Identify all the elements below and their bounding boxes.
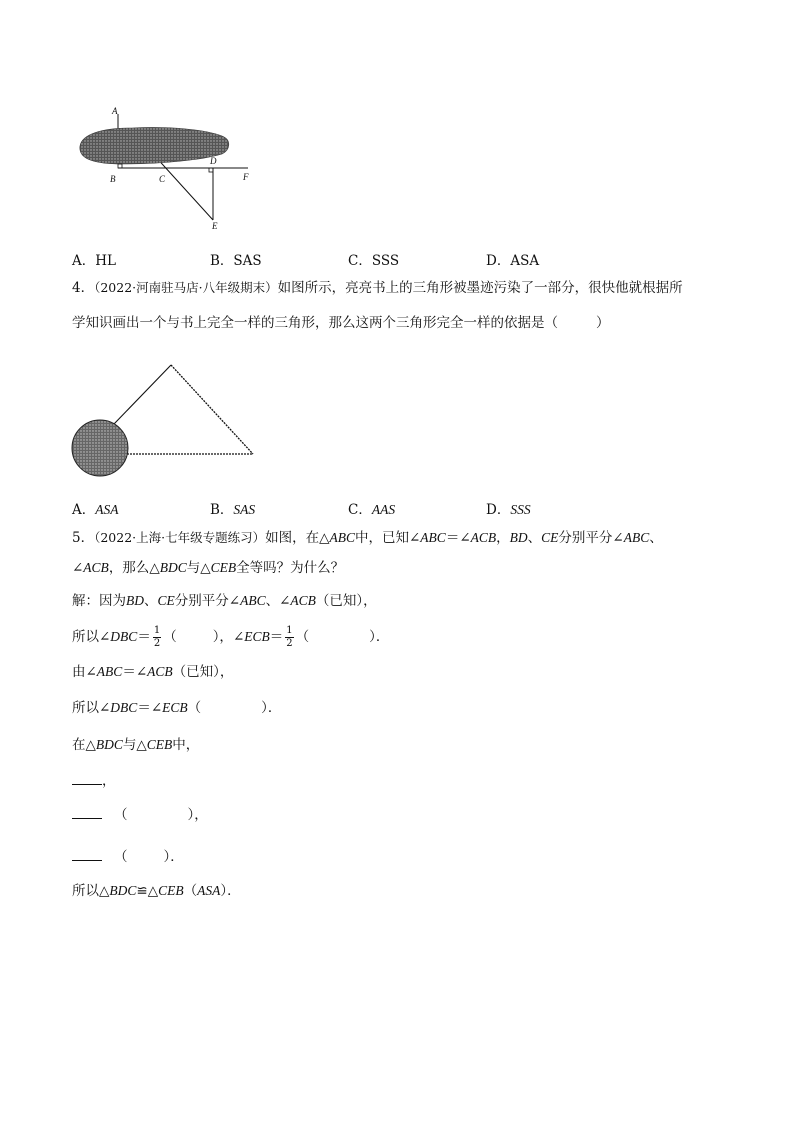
q3-label-C: C	[159, 174, 166, 184]
q3-label-F: F	[243, 172, 249, 182]
q5-solution-line6: ，	[72, 772, 116, 789]
q3-option-d[interactable]: D．ASA	[486, 253, 540, 269]
q5-solution-line8: （ ）．	[72, 848, 184, 865]
fill-blank-1[interactable]	[72, 772, 102, 785]
q5-stem-line1: 5．（2022·上海·七年级专题练习）如图，在△ABC中，已知∠ABC＝∠ACB，BD、CE分别平分∠ABC、	[72, 530, 663, 546]
q5-solution-line7: （ ），	[72, 806, 208, 823]
q3-option-c[interactable]: C．SSS	[348, 253, 400, 269]
q4-option-d[interactable]: D．SSS	[486, 502, 531, 518]
q4-stem-line1: 4．（2022·河南驻马店·八年级期末）如图所示，亮亮书上的三角形被墨迹污染了一部分，很快他就根据所	[72, 280, 683, 296]
q4-figure	[68, 358, 260, 478]
q4-ink-blot	[72, 420, 128, 476]
q3-option-a[interactable]: A．HL	[72, 253, 116, 269]
q4-option-a[interactable]: A．ASA	[72, 502, 119, 518]
q4-option-c[interactable]: C．AAS	[348, 502, 396, 518]
q5-solution-line5: 在△BDC与△CEB中，	[72, 737, 200, 753]
q3-right-angle-B	[118, 164, 122, 168]
q5-solution-line1: 解：因为BD、CE分别平分∠ABC、∠ACB（已知），	[72, 593, 377, 609]
q5-stem-line2: ∠ACB，那么△BDC与△CEB全等吗？为什么？	[72, 560, 345, 576]
q5-solution-line3: 由∠ABC＝∠ACB（已知），	[72, 664, 234, 680]
q3-label-E: E	[212, 221, 218, 231]
q5-solution-line2: 所以∠DBC＝ $\frac{1}{2}$ （ ），∠ECB＝ $\frac{1}{2}$ （ ）．	[72, 625, 390, 649]
q3-label-B: B	[110, 174, 116, 184]
q5-solution-line4: 所以∠DBC＝∠ECB（ ）．	[72, 700, 282, 716]
q3-ink-blot	[80, 127, 229, 164]
q4-triangle-left-side	[114, 365, 171, 424]
q4-triangle-right-side	[171, 365, 253, 454]
fraction-one-half: $\frac{1}{2}$	[153, 625, 161, 649]
q3-label-A: A	[112, 106, 118, 116]
q3-option-b[interactable]: B．SAS	[210, 253, 262, 269]
q3-figure	[72, 104, 272, 234]
q3-right-angle-D	[209, 168, 213, 172]
q5-solution-line9: 所以△BDC≌△CEB（ASA）．	[72, 883, 241, 899]
q3-label-D: D	[210, 156, 217, 166]
fraction-one-half-2: $\frac{1}{2}$	[286, 625, 293, 649]
q4-option-b[interactable]: B．SAS	[210, 502, 256, 518]
fill-blank-2[interactable]	[72, 806, 102, 819]
fill-blank-3[interactable]	[72, 848, 102, 861]
q4-stem-line2: 学知识画出一个与书上完全一样的三角形，那么这两个三角形完全一样的依据是（ ）	[72, 315, 610, 331]
